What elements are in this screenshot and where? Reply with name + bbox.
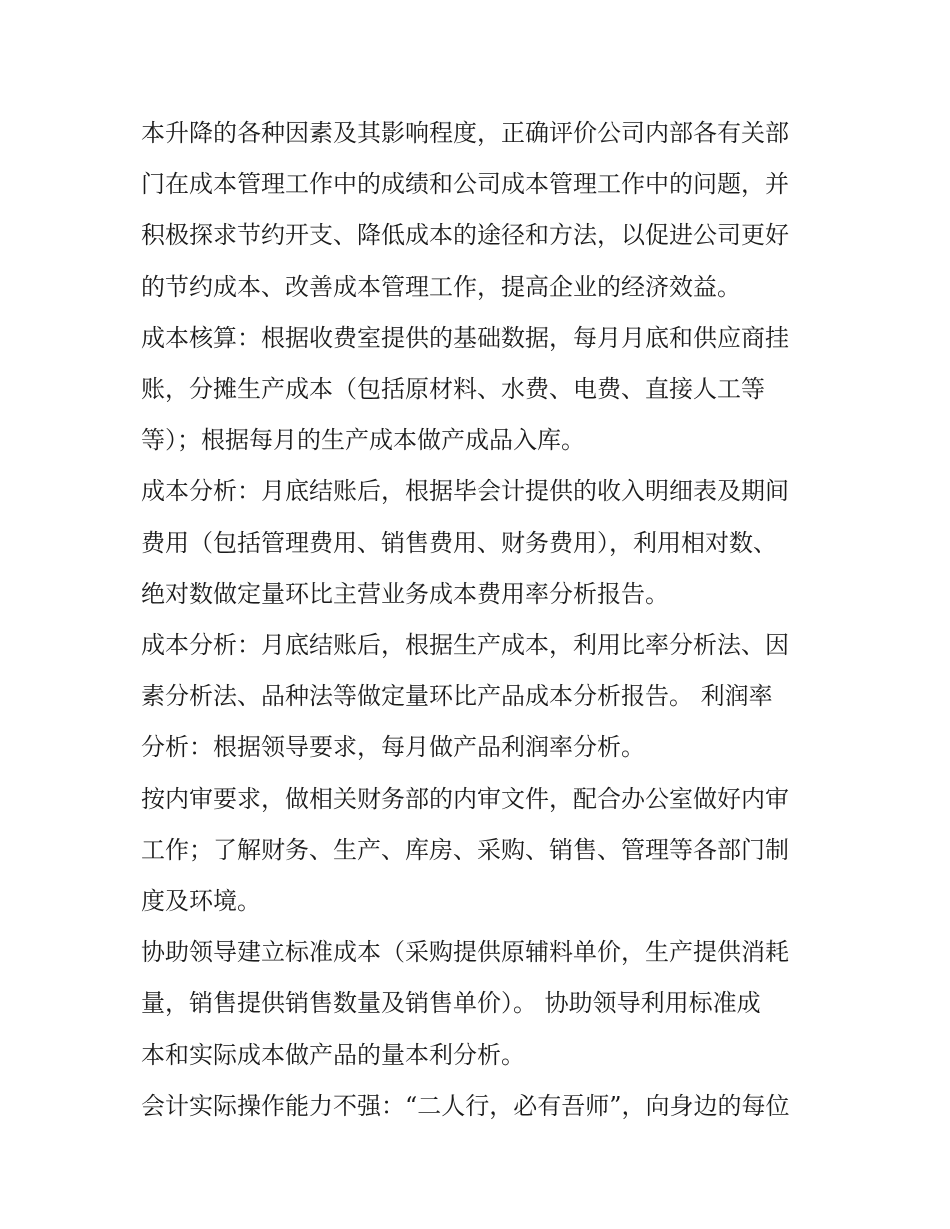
text-line: 分析：根据领导要求，每月做产品利润率分析。 [141,733,645,762]
text-line: 本和实际成本做产品的量本利分析。 [141,1040,525,1069]
paragraph-cost-management-summary [141,108,816,313]
text-line: 按内审要求，做相关财务部的内审文件，配合办公室做好内审 [141,784,789,813]
text-line: 素分析法、品种法等做定量环比产品成本分析报告。 利润率 [141,682,773,711]
text-line: 账，分摊生产成本（包括原材料、水费、电费、直接人工等 [141,375,765,404]
paragraph-weakness [141,1081,816,1132]
text-line: 费用（包括管理费用、销售费用、财务费用），利用相对数、 [141,528,777,557]
text-line: 会计实际操作能力不强：“二人行，必有吾师”，向身边的每位 [141,1091,790,1120]
text-line: 的节约成本、改善成本管理工作，提高企业的经济效益。 [141,272,741,301]
text-line: 门在成本管理工作中的成绩和公司成本管理工作中的问题，并 [141,170,789,199]
text-line: 量，销售提供销售数量及销售单价）。 协助领导利用标准成 [141,989,761,1018]
paragraph-cost-analysis-income [141,466,816,620]
text-line: 成本核算：根据收费室提供的基础数据，每月月底和供应商挂 [141,323,789,352]
text-line: 协助领导建立标准成本（采购提供原辅料单价，生产提供消耗 [141,938,789,967]
text-line: 度及环境。 [141,887,261,916]
paragraph-internal-audit [141,774,816,928]
paragraph-standard-cost [141,927,816,1081]
text-line: 工作；了解财务、生产、库房、采购、销售、管理等各部门制 [141,835,789,864]
text-line: 等）；根据每月的生产成本做产成品入库。 [141,426,585,455]
text-line: 本升降的各种因素及其影响程度，正确评价公司内部各有关部 [141,119,789,147]
paragraph-cost-accounting [141,313,816,467]
text-line: 成本分析：月底结账后，根据毕会计提供的收入明细表及期间 [141,477,789,506]
paragraph-cost-analysis-production [141,620,816,774]
text-line: 积极探求节约开支、降低成本的途径和方法，以促进公司更好 [141,221,789,250]
text-line: 成本分析：月底结账后，根据生产成本，利用比率分析法、因 [141,631,789,660]
text-line: 绝对数做定量环比主营业务成本费用率分析报告。 [141,579,669,608]
document-body [141,108,816,1132]
